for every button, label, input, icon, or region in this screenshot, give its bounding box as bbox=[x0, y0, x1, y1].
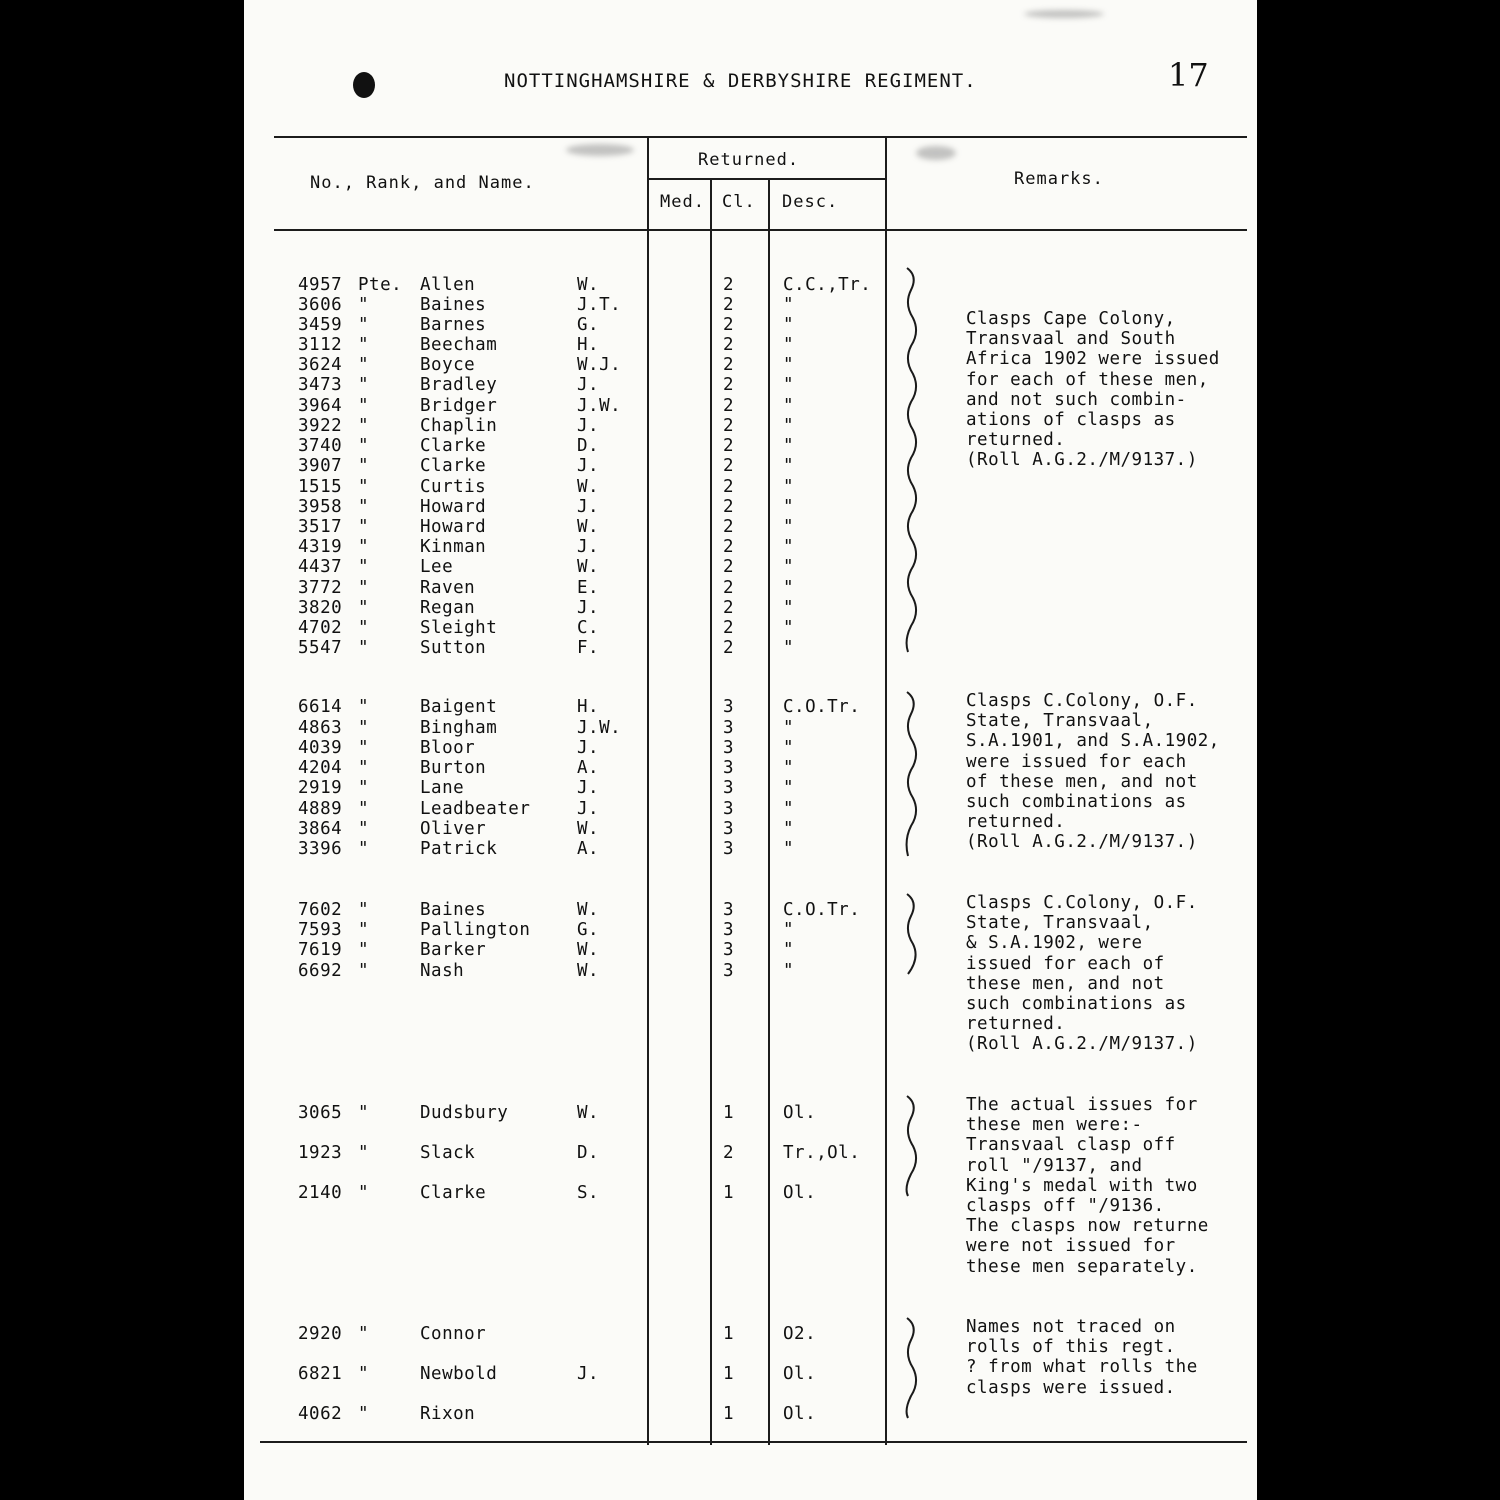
smudge-mark bbox=[916, 146, 956, 160]
table-row bbox=[244, 275, 1257, 295]
clasp-description: Ol. bbox=[783, 1404, 817, 1424]
service-number: 3065 bbox=[298, 1103, 343, 1123]
rank: " bbox=[358, 819, 370, 839]
service-number: 7619 bbox=[298, 940, 343, 960]
initials: A. bbox=[577, 839, 600, 859]
clasp-count: 3 bbox=[723, 799, 735, 819]
service-number: 4957 bbox=[298, 275, 343, 295]
clasp-count: 3 bbox=[723, 839, 735, 859]
clasp-count: 1 bbox=[723, 1404, 735, 1424]
table-bottom-rule bbox=[260, 1441, 1247, 1443]
surname: Rixon bbox=[420, 1404, 476, 1424]
rank: " bbox=[358, 738, 370, 758]
surname: Nash bbox=[420, 961, 465, 981]
rank: " bbox=[358, 758, 370, 778]
clasp-description: " bbox=[783, 799, 795, 819]
table-row bbox=[244, 517, 1257, 537]
initials: W. bbox=[577, 557, 600, 577]
rank: " bbox=[358, 961, 370, 981]
initials: W. bbox=[577, 517, 600, 537]
clasp-description: " bbox=[783, 375, 795, 395]
surname: Baines bbox=[420, 295, 487, 315]
rank: " bbox=[358, 1404, 370, 1424]
clasp-count: 3 bbox=[723, 738, 735, 758]
clasp-description: " bbox=[783, 295, 795, 315]
clasp-description: " bbox=[783, 839, 795, 859]
surname: Patrick bbox=[420, 839, 498, 859]
rank: " bbox=[358, 1143, 370, 1163]
document-page bbox=[244, 0, 1257, 1500]
smudge-mark bbox=[1024, 10, 1104, 18]
initials: W.J. bbox=[577, 355, 622, 375]
rank: " bbox=[358, 436, 370, 456]
clasp-description: " bbox=[783, 557, 795, 577]
clasp-count: 2 bbox=[723, 295, 735, 315]
clasp-count: 3 bbox=[723, 778, 735, 798]
initials: C. bbox=[577, 618, 600, 638]
clasp-description: Ol. bbox=[783, 1364, 817, 1384]
surname: Burton bbox=[420, 758, 487, 778]
service-number: 4204 bbox=[298, 758, 343, 778]
surname: Curtis bbox=[420, 477, 487, 497]
clasp-description: " bbox=[783, 778, 795, 798]
clasp-count: 2 bbox=[723, 275, 735, 295]
clasp-description: " bbox=[783, 758, 795, 778]
header-cl: Cl. bbox=[722, 192, 756, 212]
clasp-count: 3 bbox=[723, 718, 735, 738]
clasp-description: " bbox=[783, 315, 795, 335]
service-number: 4039 bbox=[298, 738, 343, 758]
clasp-description: " bbox=[783, 396, 795, 416]
table-row bbox=[244, 557, 1257, 577]
surname: Baigent bbox=[420, 697, 498, 717]
clasp-count: 3 bbox=[723, 697, 735, 717]
rank: " bbox=[358, 1103, 370, 1123]
initials: J. bbox=[577, 456, 600, 476]
rank: " bbox=[358, 497, 370, 517]
clasp-count: 3 bbox=[723, 940, 735, 960]
clasp-description: " bbox=[783, 355, 795, 375]
clasp-count: 3 bbox=[723, 920, 735, 940]
service-number: 3624 bbox=[298, 355, 343, 375]
service-number: 3606 bbox=[298, 295, 343, 315]
initials: J.W. bbox=[577, 396, 622, 416]
clasp-count: 2 bbox=[723, 375, 735, 395]
initials: W. bbox=[577, 900, 600, 920]
surname: Newbold bbox=[420, 1364, 498, 1384]
rank: " bbox=[358, 537, 370, 557]
clasp-description: O2. bbox=[783, 1324, 817, 1344]
surname: Baines bbox=[420, 900, 487, 920]
service-number: 3772 bbox=[298, 578, 343, 598]
clasp-count: 2 bbox=[723, 436, 735, 456]
clasp-count: 3 bbox=[723, 961, 735, 981]
clasp-description: " bbox=[783, 961, 795, 981]
surname: Leadbeater bbox=[420, 799, 531, 819]
clasp-description: " bbox=[783, 598, 795, 618]
clasp-count: 2 bbox=[723, 638, 735, 658]
rank: " bbox=[358, 1183, 370, 1203]
clasp-count: 2 bbox=[723, 355, 735, 375]
clasp-description: " bbox=[783, 335, 795, 355]
rank: " bbox=[358, 456, 370, 476]
service-number: 3907 bbox=[298, 456, 343, 476]
rank: " bbox=[358, 920, 370, 940]
brace-mark bbox=[904, 690, 920, 858]
initials: W. bbox=[577, 477, 600, 497]
clasp-count: 2 bbox=[723, 497, 735, 517]
surname: Clarke bbox=[420, 1183, 487, 1203]
rank: " bbox=[358, 900, 370, 920]
rank: " bbox=[358, 778, 370, 798]
service-number: 2920 bbox=[298, 1324, 343, 1344]
surname: Lee bbox=[420, 557, 454, 577]
service-number: 3459 bbox=[298, 315, 343, 335]
header-top-rule bbox=[274, 136, 1247, 138]
service-number: 4702 bbox=[298, 618, 343, 638]
surname: Bloor bbox=[420, 738, 476, 758]
surname: Oliver bbox=[420, 819, 487, 839]
clasp-description: C.O.Tr. bbox=[783, 900, 861, 920]
surname: Barker bbox=[420, 940, 487, 960]
surname: Allen bbox=[420, 275, 476, 295]
rank: " bbox=[358, 355, 370, 375]
brace-mark bbox=[904, 266, 920, 654]
initials: S. bbox=[577, 1183, 600, 1203]
surname: Sleight bbox=[420, 618, 498, 638]
service-number: 7602 bbox=[298, 900, 343, 920]
clasp-count: 3 bbox=[723, 900, 735, 920]
clasp-description: " bbox=[783, 477, 795, 497]
header-remarks: Remarks. bbox=[1014, 169, 1104, 189]
remark-text: Clasps C.Colony, O.F. State, Transvaal, & S.A.1902, were issued for each of these men, and not such combinations as returned. (Roll A.G.2./M/9137.) bbox=[966, 893, 1198, 1055]
remark-text: The actual issues for these men were:- Transvaal clasp off roll "/9137, and King's medal with two clasps off "/9136. The clasps now returne were not issued for these men separately. bbox=[966, 1095, 1209, 1277]
table-row bbox=[244, 497, 1257, 517]
rank: " bbox=[358, 940, 370, 960]
initials: J. bbox=[577, 497, 600, 517]
clasp-description: " bbox=[783, 940, 795, 960]
service-number: 2140 bbox=[298, 1183, 343, 1203]
clasp-count: 2 bbox=[723, 517, 735, 537]
clasp-count: 2 bbox=[723, 456, 735, 476]
table-row bbox=[244, 618, 1257, 638]
clasp-count: 2 bbox=[723, 1143, 735, 1163]
service-number: 3820 bbox=[298, 598, 343, 618]
surname: Beecham bbox=[420, 335, 498, 355]
rank: " bbox=[358, 295, 370, 315]
brace-mark bbox=[904, 1094, 920, 1198]
service-number: 4437 bbox=[298, 557, 343, 577]
surname: Connor bbox=[420, 1324, 487, 1344]
rank: " bbox=[358, 799, 370, 819]
clasp-count: 2 bbox=[723, 578, 735, 598]
clasp-description: " bbox=[783, 618, 795, 638]
service-number: 3473 bbox=[298, 375, 343, 395]
service-number: 3112 bbox=[298, 335, 343, 355]
table-row bbox=[244, 537, 1257, 557]
rank: " bbox=[358, 375, 370, 395]
service-number: 6614 bbox=[298, 697, 343, 717]
rank: " bbox=[358, 416, 370, 436]
ink-blot bbox=[353, 72, 375, 98]
clasp-count: 2 bbox=[723, 315, 735, 335]
service-number: 3958 bbox=[298, 497, 343, 517]
service-number: 1923 bbox=[298, 1143, 343, 1163]
rank: " bbox=[358, 396, 370, 416]
clasp-description: " bbox=[783, 517, 795, 537]
header-med: Med. bbox=[660, 192, 705, 212]
clasp-description: " bbox=[783, 537, 795, 557]
clasp-description: " bbox=[783, 456, 795, 476]
clasp-description: " bbox=[783, 497, 795, 517]
clasp-description: Ol. bbox=[783, 1183, 817, 1203]
returned-subrule bbox=[648, 178, 886, 180]
rank: " bbox=[358, 718, 370, 738]
service-number: 7593 bbox=[298, 920, 343, 940]
initials: D. bbox=[577, 1143, 600, 1163]
initials: J. bbox=[577, 799, 600, 819]
rank: " bbox=[358, 315, 370, 335]
clasp-description: C.C.,Tr. bbox=[783, 275, 872, 295]
initials: W. bbox=[577, 940, 600, 960]
rank: " bbox=[358, 335, 370, 355]
table-row bbox=[244, 638, 1257, 658]
surname: Howard bbox=[420, 517, 487, 537]
rank: " bbox=[358, 839, 370, 859]
service-number: 2919 bbox=[298, 778, 343, 798]
clasp-count: 2 bbox=[723, 416, 735, 436]
initials: J. bbox=[577, 375, 600, 395]
clasp-count: 1 bbox=[723, 1103, 735, 1123]
clasp-description: " bbox=[783, 416, 795, 436]
surname: Bradley bbox=[420, 375, 498, 395]
rank: " bbox=[358, 477, 370, 497]
clasp-count: 2 bbox=[723, 598, 735, 618]
service-number: 1515 bbox=[298, 477, 343, 497]
initials: W. bbox=[577, 961, 600, 981]
rank: " bbox=[358, 1364, 370, 1384]
rank: " bbox=[358, 1324, 370, 1344]
brace-mark bbox=[904, 1316, 920, 1420]
initials: J. bbox=[577, 598, 600, 618]
surname: Boyce bbox=[420, 355, 476, 375]
service-number: 4062 bbox=[298, 1404, 343, 1424]
initials: E. bbox=[577, 578, 600, 598]
rank: Pte. bbox=[358, 275, 403, 295]
initials: J. bbox=[577, 1364, 600, 1384]
page-title: NOTTINGHAMSHIRE & DERBYSHIRE REGIMENT. bbox=[504, 70, 977, 92]
header-name-column: No., Rank, and Name. bbox=[310, 173, 535, 193]
service-number: 4319 bbox=[298, 537, 343, 557]
surname: Raven bbox=[420, 578, 476, 598]
rank: " bbox=[358, 557, 370, 577]
service-number: 5547 bbox=[298, 638, 343, 658]
service-number: 3517 bbox=[298, 517, 343, 537]
clasp-description: " bbox=[783, 638, 795, 658]
surname: Lane bbox=[420, 778, 465, 798]
service-number: 3740 bbox=[298, 436, 343, 456]
surname: Clarke bbox=[420, 436, 487, 456]
initials: W. bbox=[577, 1103, 600, 1123]
initials: D. bbox=[577, 436, 600, 456]
initials: G. bbox=[577, 920, 600, 940]
initials: H. bbox=[577, 335, 600, 355]
initials: W. bbox=[577, 275, 600, 295]
clasp-description: " bbox=[783, 920, 795, 940]
service-number: 3396 bbox=[298, 839, 343, 859]
clasp-count: 2 bbox=[723, 396, 735, 416]
rank: " bbox=[358, 618, 370, 638]
initials: J. bbox=[577, 778, 600, 798]
rank: " bbox=[358, 697, 370, 717]
clasp-description: Tr.,Ol. bbox=[783, 1143, 861, 1163]
surname: Chaplin bbox=[420, 416, 498, 436]
remark-text: Names not traced on rolls of this regt. ? from what rolls the clasps were issued. bbox=[966, 1317, 1198, 1398]
surname: Slack bbox=[420, 1143, 476, 1163]
header-desc: Desc. bbox=[782, 192, 839, 212]
surname: Regan bbox=[420, 598, 476, 618]
rank: " bbox=[358, 578, 370, 598]
surname: Howard bbox=[420, 497, 487, 517]
service-number: 3964 bbox=[298, 396, 343, 416]
clasp-count: 2 bbox=[723, 477, 735, 497]
initials: G. bbox=[577, 315, 600, 335]
clasp-count: 2 bbox=[723, 335, 735, 355]
page-number: 17 bbox=[1168, 56, 1209, 94]
rank: " bbox=[358, 517, 370, 537]
remark-text: Clasps Cape Colony, Transvaal and South Africa 1902 were issued for each of these men, and not such combin- ations of clasps as returned. (Roll A.G.2./M/9137.) bbox=[966, 309, 1220, 471]
initials: A. bbox=[577, 758, 600, 778]
table-row bbox=[244, 1404, 1257, 1424]
brace-mark bbox=[904, 892, 920, 976]
service-number: 6821 bbox=[298, 1364, 343, 1384]
clasp-description: " bbox=[783, 738, 795, 758]
surname: Sutton bbox=[420, 638, 487, 658]
rank: " bbox=[358, 638, 370, 658]
clasp-count: 1 bbox=[723, 1364, 735, 1384]
clasp-count: 3 bbox=[723, 758, 735, 778]
initials: F. bbox=[577, 638, 600, 658]
clasp-description: " bbox=[783, 436, 795, 456]
clasp-description: " bbox=[783, 578, 795, 598]
clasp-count: 2 bbox=[723, 537, 735, 557]
header-bottom-rule bbox=[274, 229, 1247, 231]
initials: J. bbox=[577, 416, 600, 436]
rank: " bbox=[358, 598, 370, 618]
service-number: 6692 bbox=[298, 961, 343, 981]
initials: W. bbox=[577, 819, 600, 839]
initials: J. bbox=[577, 738, 600, 758]
clasp-count: 2 bbox=[723, 618, 735, 638]
surname: Clarke bbox=[420, 456, 487, 476]
clasp-description: " bbox=[783, 819, 795, 839]
service-number: 3922 bbox=[298, 416, 343, 436]
table-row bbox=[244, 598, 1257, 618]
remark-text: Clasps C.Colony, O.F. State, Transvaal, S.A.1901, and S.A.1902, were issued for each of these men, and not such combinations as returned. (Roll A.G.2./M/9137.) bbox=[966, 691, 1220, 853]
surname: Dudsbury bbox=[420, 1103, 509, 1123]
service-number: 4889 bbox=[298, 799, 343, 819]
surname: Barnes bbox=[420, 315, 487, 335]
clasp-count: 1 bbox=[723, 1183, 735, 1203]
clasp-description: C.O.Tr. bbox=[783, 697, 861, 717]
header-returned: Returned. bbox=[698, 150, 800, 170]
initials: J.T. bbox=[577, 295, 622, 315]
clasp-description: " bbox=[783, 718, 795, 738]
surname: Kinman bbox=[420, 537, 487, 557]
table-row bbox=[244, 578, 1257, 598]
table-row bbox=[244, 477, 1257, 497]
surname: Bingham bbox=[420, 718, 498, 738]
service-number: 3864 bbox=[298, 819, 343, 839]
smudge-mark bbox=[566, 144, 634, 156]
clasp-description: Ol. bbox=[783, 1103, 817, 1123]
initials: J.W. bbox=[577, 718, 622, 738]
clasp-count: 1 bbox=[723, 1324, 735, 1344]
surname: Pallington bbox=[420, 920, 531, 940]
surname: Bridger bbox=[420, 396, 498, 416]
service-number: 4863 bbox=[298, 718, 343, 738]
clasp-count: 3 bbox=[723, 819, 735, 839]
clasp-count: 2 bbox=[723, 557, 735, 577]
initials: J. bbox=[577, 537, 600, 557]
initials: H. bbox=[577, 697, 600, 717]
